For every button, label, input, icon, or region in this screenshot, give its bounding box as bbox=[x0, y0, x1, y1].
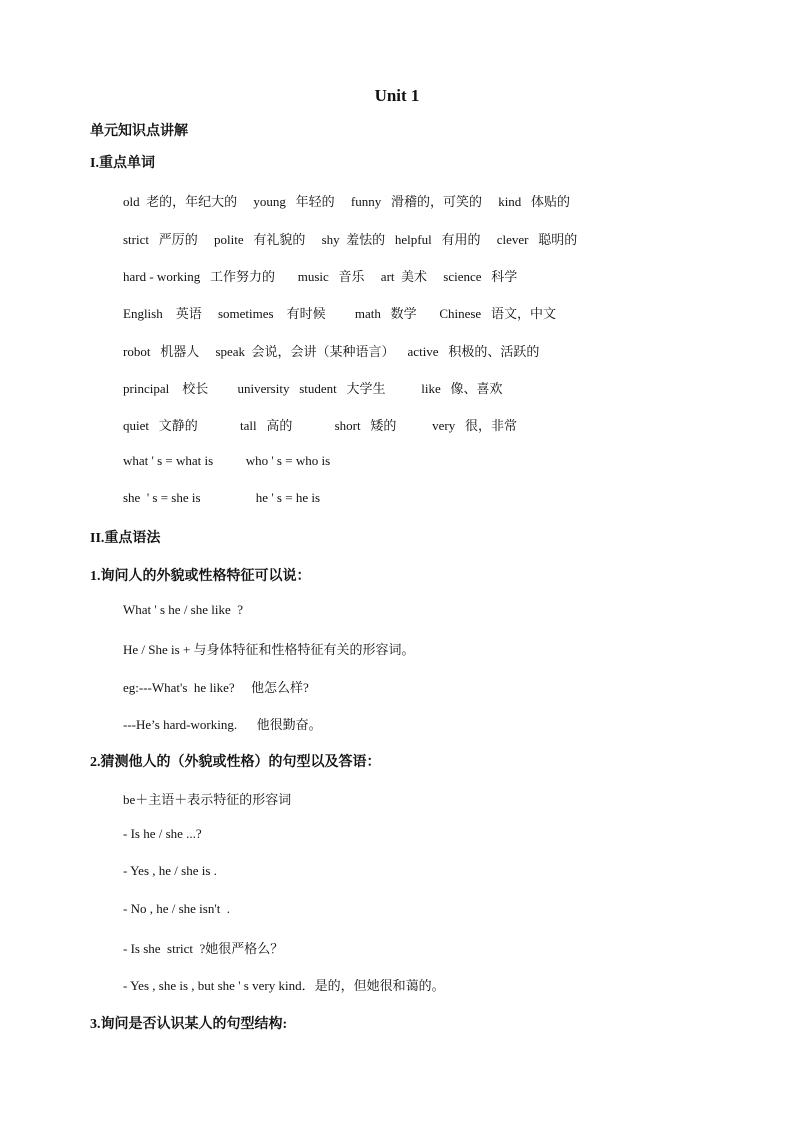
vocab-line: principal 校长 university student 大学生 like 像、喜欢 bbox=[123, 381, 503, 396]
vocab-line: robot 机器人 speak 会说，会讲（某种语言） active 积极的、活跃的 bbox=[123, 344, 540, 359]
grammar-line: He / She is + 与身体特征和性格特征有关的形容词。 bbox=[123, 642, 415, 657]
grammar-line: What ' s he / she like ? bbox=[123, 602, 244, 617]
vocab-line: what ' s = what is who ' s = who is bbox=[123, 453, 331, 468]
vocab-line: hard - working 工作努力的 music 音乐 art 美术 science 科学 bbox=[123, 269, 518, 284]
vocab-line: she ' s = she is he ' s = he is bbox=[123, 490, 321, 505]
section-vocabulary-heading: I.重点单词 bbox=[90, 156, 155, 171]
grammar-line: - Yes , he / she is . bbox=[123, 863, 217, 878]
grammar-example-line: ---He’s hard-working. 他很勤奋。 bbox=[123, 717, 322, 732]
grammar-line: - Is he / she ...? bbox=[123, 826, 202, 841]
section-grammar-heading: II.重点语法 bbox=[90, 531, 161, 546]
grammar-line: be＋主语＋表示特征的形容词 bbox=[123, 792, 292, 807]
grammar-line: - Is she strict ?她很严格么？ bbox=[123, 941, 284, 956]
vocab-line: English 英语 sometimes 有时候 math 数学 Chinese 语文，中文 bbox=[123, 306, 556, 321]
grammar-line: - Yes , she is , but she ' s very kind．是的，但她很和蔼的。 bbox=[123, 978, 445, 993]
page-title: Unit 1 bbox=[374, 86, 420, 105]
grammar-line: - No , he / she isn't . bbox=[123, 901, 231, 916]
vocab-line: old 老的，年纪大的 young 年轻的 funny 滑稽的，可笑的 kind 体贴的 bbox=[123, 194, 571, 209]
grammar-point-1-heading: 1.询问人的外貌或性格特征可以说： bbox=[90, 569, 311, 584]
vocab-line: strict 严厉的 polite 有礼貌的 shy 羞怯的 helpful 有用的 clever 聪明的 bbox=[123, 232, 578, 247]
grammar-point-3-heading: 3.询问是否认识某人的句型结构: bbox=[90, 1017, 288, 1032]
grammar-point-2-heading: 2.猜测他人的（外貌或性格）的句型以及答语： bbox=[90, 755, 381, 770]
vocab-line: quiet 文静的 tall 高的 short 矮的 very 很，非常 bbox=[123, 418, 517, 433]
section-intro-heading: 单元知识点讲解 bbox=[90, 124, 188, 139]
grammar-example-line: eg:---What's he like? 他怎么样? bbox=[123, 680, 309, 695]
